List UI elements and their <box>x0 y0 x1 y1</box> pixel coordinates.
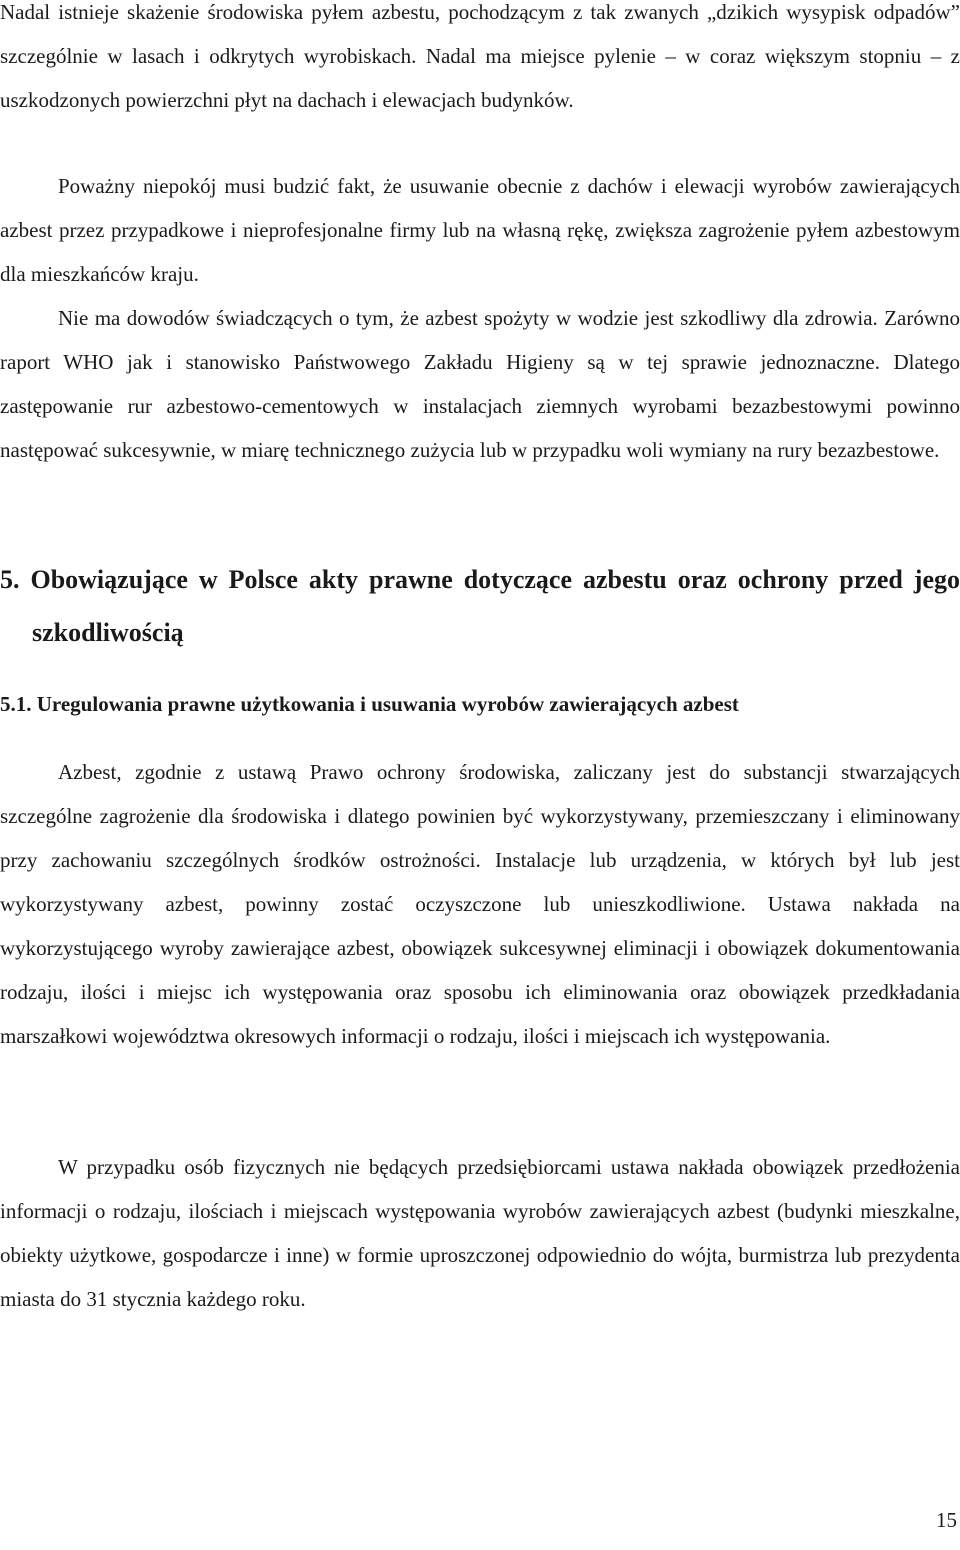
paragraph-dust-contamination: Nadal istnieje skażenie środowiska pyłem azbestu, pochodzącym z tak zwanych „dzikich wysypisk odpadów” szczególnie w lasach i odkrytych wyrobiskach. Nadal ma miejsce pylenie – w coraz większym stopniu – z uszkodzonych powierzchni płyt na dachach i elewacjach budynków. <box>0 0 960 112</box>
subsection-heading: 5.1. Uregulowania prawne użytkowania i usuwania wyrobów zawierających azbest <box>0 692 739 716</box>
page-number: 15 <box>936 1508 957 1532</box>
paragraph-individuals-reporting: W przypadku osób fizycznych nie będących przedsiębiorcami ustawa nakłada obowiązek przedłożenia informacji o rodzaju, ilościach i miejscach występowania wyrobów zawierających azbest (budynki mieszkalne, obiekty użytkowe, gospodarcze i inne) w formie uproszczonej odpowiednio do wójta, burmistrza lub prezydenta miasta do 31 stycznia każdego roku. <box>0 1155 960 1311</box>
paragraph-water-safety: Nie ma dowodów świadczących o tym, że azbest spożyty w wodzie jest szkodliwy dla zdrowia. Zarówno raport WHO jak i stanowisko Państwowego Zakładu Higieny są w tej sprawie jednoznaczne. Dlatego zastępowanie rur azbestowo-cementowych w instalacjach ziemnych wyrobami bezazbestowymi powinno następować sukcesywnie, w miarę technicznego zużycia lub w przypadku woli wymiany na rury bezazbestowe. <box>0 306 960 462</box>
paragraph-legal-obligations: Azbest, zgodnie z ustawą Prawo ochrony środowiska, zaliczany jest do substancji stwarzających szczególne zagrożenie dla środowiska i dlatego powinien być wykorzystywany, przemieszczany i eliminowany przy zachowaniu szczególnych środków ostrożności. Instalacje lub urządzenia, w których był lub jest wykorzystywany azbest, powinny zostać oczyszczone lub unieszkodliwione. Ustawa nakłada na wykorzystującego wyroby zawierające azbest, obowiązek sukcesywnej eliminacji i obowiązek dokumentowania rodzaju, ilości i miejsc ich występowania oraz sposobu ich eliminowania oraz obowiązek przedkładania marszałkowi województwa okresowych informacji o rodzaju, ilości i miejscach ich występowania. <box>0 760 960 1048</box>
paragraph-removal-concern: Poważny niepokój musi budzić fakt, że usuwanie obecnie z dachów i elewacji wyrobów zawierających azbest przez przypadkowe i nieprofesjonalne firmy lub na własną rękę, zwiększa zagrożenie pyłem azbestowym dla mieszkańców kraju. <box>0 174 960 286</box>
section-heading: 5. Obowiązujące w Polsce akty prawne dotyczące azbestu oraz ochrony przed jego szkodliwością <box>0 565 960 647</box>
